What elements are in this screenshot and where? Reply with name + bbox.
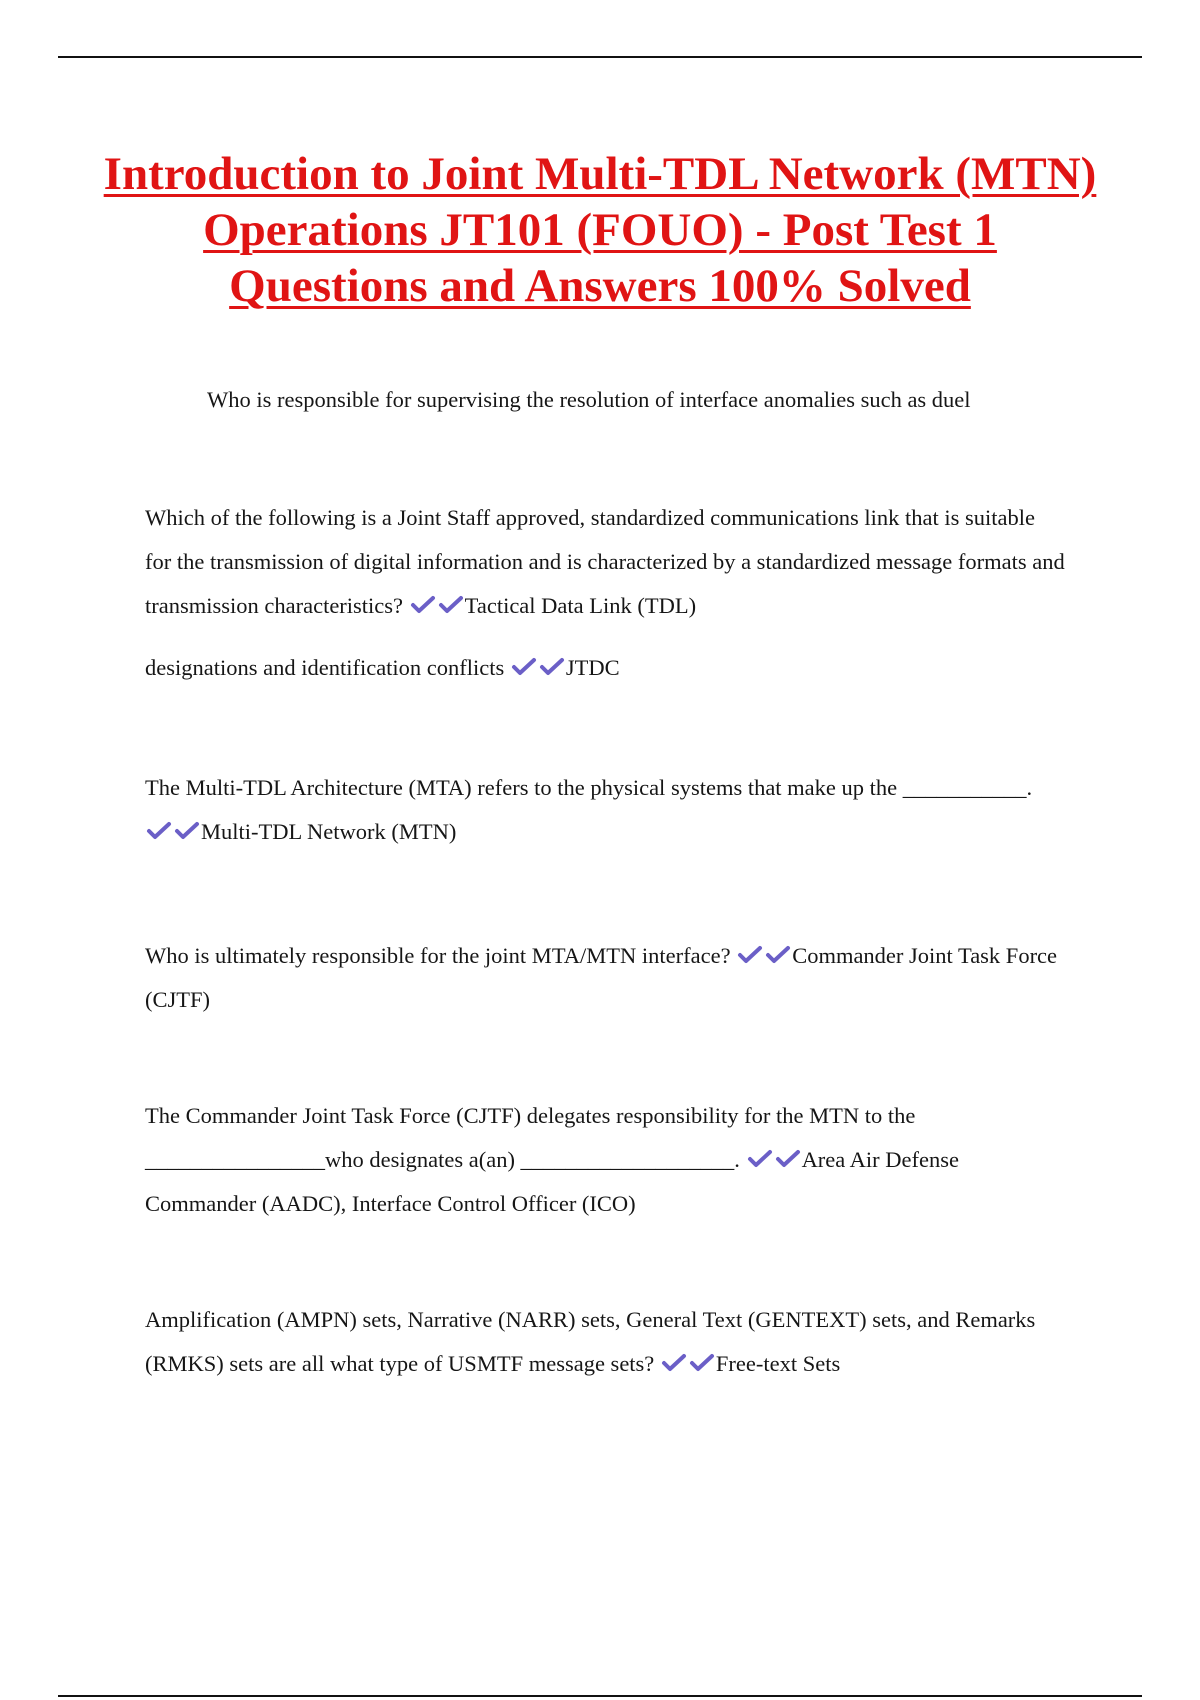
check-icon bbox=[774, 1148, 802, 1170]
check-icon bbox=[409, 594, 437, 616]
check-icon bbox=[173, 820, 201, 842]
check-icon bbox=[538, 656, 566, 678]
question-text: Who is ultimately responsible for the joint MTA/MTN interface? bbox=[145, 943, 731, 968]
check-icon bbox=[510, 656, 538, 678]
question-text: Which of the following is a Joint Staff approved, standardized communications link that is suitable for the transmission of digital information and is characterized by a standardized message formats and transmission characteristics? bbox=[145, 505, 1065, 618]
double-check-marks bbox=[145, 819, 201, 844]
qa-item-5 bbox=[145, 1094, 1065, 1226]
top-rule bbox=[58, 56, 1142, 58]
answer-text: Multi-TDL Network (MTN) bbox=[201, 819, 457, 844]
double-check-marks bbox=[660, 1351, 716, 1376]
question-text: Amplification (AMPN) sets, Narrative (NARR) sets, General Text (GENTEXT) sets, and Remarks (RMKS) sets are all what type of USMTF message sets? bbox=[145, 1307, 1036, 1376]
bottom-rule bbox=[58, 1695, 1142, 1697]
check-icon bbox=[145, 820, 173, 842]
answer-text: Area Air Defense Commander (AADC), Interface Control Officer (ICO) bbox=[145, 1147, 959, 1216]
check-icon bbox=[688, 1352, 716, 1374]
double-check-marks bbox=[510, 655, 566, 680]
check-icon bbox=[746, 1148, 774, 1170]
check-icon bbox=[660, 1352, 688, 1374]
document-title: Introduction to Joint Multi-TDL Network (MTN) Operations JT101 (FOUO) - Post Test 1 Questions and Answers 100% Solved bbox=[103, 148, 1097, 312]
double-check-marks bbox=[409, 593, 465, 618]
qa-item-2 bbox=[145, 646, 1065, 690]
qa-item-4 bbox=[145, 934, 1085, 1022]
answer-text: Commander Joint Task Force (CJTF) bbox=[145, 943, 1058, 1012]
question-text: designations and identification conflicts bbox=[145, 655, 505, 680]
qa-item-3 bbox=[145, 766, 1065, 854]
answer-text: Free-text Sets bbox=[715, 1351, 841, 1376]
intro-line: Who is responsible for supervising the resolution of interface anomalies such as duel bbox=[207, 387, 971, 412]
qa-item-1 bbox=[145, 496, 1065, 628]
answer-text: JTDC bbox=[565, 655, 620, 680]
double-check-marks bbox=[736, 943, 792, 968]
check-icon bbox=[764, 944, 792, 966]
double-check-marks bbox=[746, 1147, 802, 1172]
answer-text: Tactical Data Link (TDL) bbox=[464, 593, 697, 618]
check-icon bbox=[736, 944, 764, 966]
question-text: The Multi-TDL Architecture (MTA) refers to the physical systems that make up the ___________. bbox=[145, 775, 1033, 800]
qa-item-6 bbox=[145, 1298, 1065, 1386]
question-text: The Commander Joint Task Force (CJTF) delegates responsibility for the MTN to the ________________who designates a(an) ___________________. bbox=[145, 1103, 916, 1172]
check-icon bbox=[437, 594, 465, 616]
